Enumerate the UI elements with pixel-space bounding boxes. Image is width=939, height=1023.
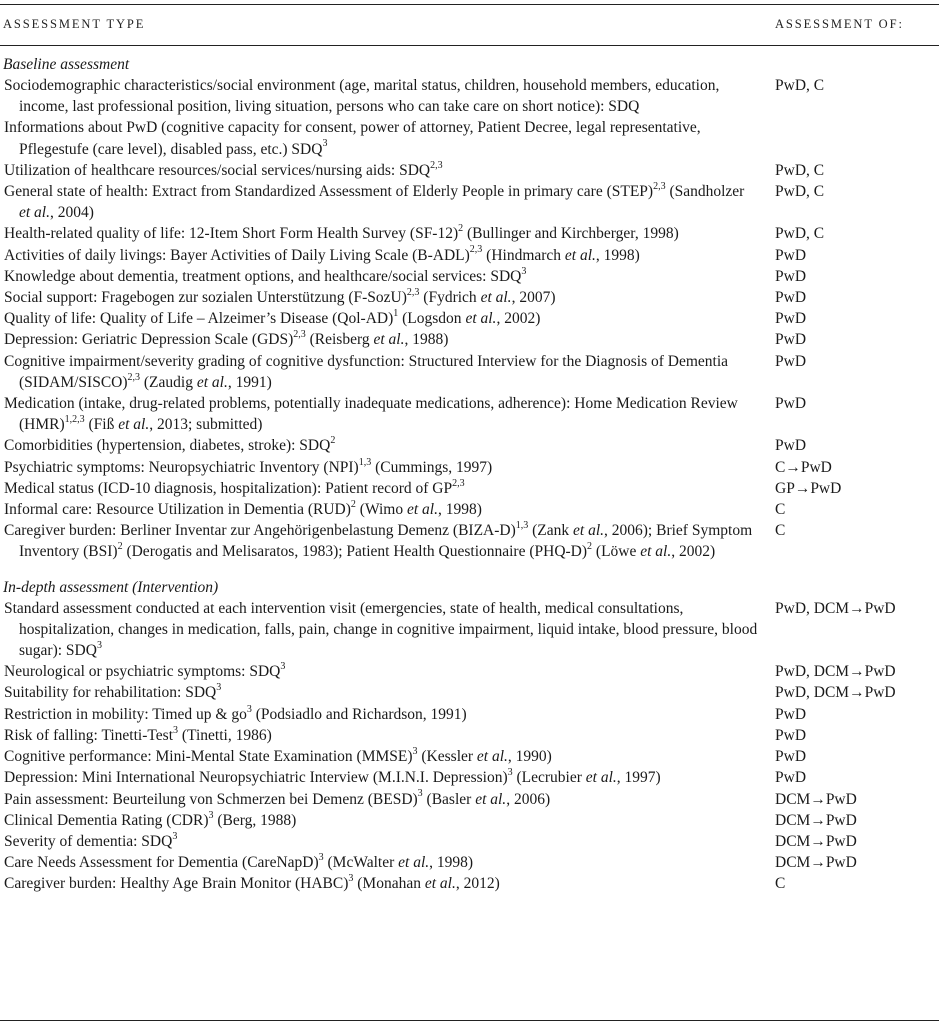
assessment-of-value: PwD, C — [775, 225, 825, 243]
table-row — [0, 704, 939, 725]
table-top-rule — [0, 4, 939, 5]
table-row — [0, 767, 939, 788]
table-row — [0, 181, 939, 223]
table-row — [0, 810, 939, 831]
assessment-of-value: GP→PwD — [775, 479, 842, 497]
assessment-of-value: C — [775, 875, 786, 893]
assessment-table — [0, 54, 939, 895]
assessment-of-value: DCM→PwD — [775, 832, 857, 850]
table-row — [0, 457, 939, 478]
column-header-assessment-type: ASSESSMENT TYPE — [3, 17, 146, 31]
table-row — [0, 393, 939, 435]
assessment-of-value: PwD — [775, 437, 807, 455]
assessment-of-value: PwD, C — [775, 161, 825, 179]
table-row — [0, 852, 939, 873]
table-row — [0, 351, 939, 393]
assessment-description: Medication (intake, drug-related problems, potentially inadequate medications, adherence): Home Medication Review (HMR)$^{1,2,3}$ (Fiß et al., 2013; submitted) — [4, 395, 738, 434]
assessment-description: Cognitive impairment/severity grading of cognitive dysfunction: Structured Interview for the Diagnosis of Dementia (SIDAM/SISCO)$^{2,3}$ (Zaudig et al., 1991) — [4, 352, 729, 391]
assessment-description: Cognitive performance: Mini-Mental State Examination (MMSE)$^3$ (Kessler et al., 1990) — [4, 745, 552, 766]
assessment-of-value: PwD — [775, 748, 807, 766]
table-row — [0, 725, 939, 746]
table-row — [0, 789, 939, 810]
section-heading: Baseline assessment — [3, 56, 130, 73]
assessment-description: Restriction in mobility: Timed up & $go^3$ (Podsiadlo and Richardson, 1991) — [4, 703, 467, 723]
assessment-of-value: PwD — [775, 246, 807, 264]
assessment-description: Standard assessment conducted at each intervention visit (emergencies, state of health, medical consultations, hospitalization, changes in medication, falls, pain, change in cognitive impairment, liquid intake, blood pressure, blood sugar): SDQ$^3$ — [4, 599, 758, 660]
assessment-description: Knowledge about dementia, treatment options, and healthcare/social services: SDQ$^3$ — [4, 265, 527, 285]
table-row — [0, 746, 939, 767]
assessment-description: Utilization of healthcare resources/social services/nursing aids: SDQ$^{2,3}$ — [4, 159, 443, 179]
assessment-of-value: PwD — [775, 705, 807, 723]
assessment-of-value: PwD, DCM→PwD — [775, 663, 896, 681]
assessment-of-value: PwD — [775, 395, 807, 413]
table-row — [0, 499, 939, 520]
assessment-of-value: PwD, DCM→PwD — [775, 684, 896, 702]
assessment-description: Clinical Dementia Rating (CDR)$^3$ (Berg, 1988) — [4, 809, 297, 829]
table-row — [0, 308, 939, 329]
table-row — [0, 598, 939, 662]
assessment-description: Comorbidities (hypertension, diabetes, stroke): SDQ$^2$ — [4, 435, 336, 455]
assessment-description: Caregiver burden: Healthy Age Brain Monitor (HABC)$^3$ (Monahan et al., 2012) — [4, 873, 500, 893]
assessment-of-value: PwD — [775, 289, 807, 307]
table-row — [0, 245, 939, 266]
assessment-of-value: PwD — [775, 769, 807, 787]
table-row — [0, 160, 939, 181]
assessment-of-value: PwD, C — [775, 77, 825, 94]
table-row — [0, 831, 939, 852]
table-row — [0, 478, 939, 499]
assessment-description: Health-related quality of life: 12-Item Short Form Health Survey $(SF-12)^2$ (Bullinger and Kirchberger, 1998) — [4, 223, 679, 243]
assessment-description: Depression: Mini International Neuropsychiatric Interview (M.I.N.I. Depression)$^3$ (Lecrubier et al., 1997) — [4, 767, 661, 787]
assessment-description: Sociodemographic characteristics/social environment (age, marital status, children, household members, education, income, last professional position, living situation, persons who can take care on short notice): SDQ — [4, 77, 720, 116]
assessment-description: Severity of dementia: SDQ$^3$ — [4, 830, 178, 850]
section-heading: In-depth assessment (Intervention) — [3, 578, 219, 596]
assessment-of-value: PwD — [775, 726, 807, 744]
table-row — [0, 287, 939, 308]
assessment-description: Suitability for rehabilitation: SDQ$^3$ — [4, 682, 222, 702]
assessment-description: Depression: Geriatric Depression Scale (GDS)$^{2,3}$ (Reisberg et al., 1988) — [4, 329, 449, 349]
table-row — [0, 435, 939, 456]
header-rule — [0, 45, 939, 46]
table-bottom-rule — [0, 1020, 939, 1021]
column-header-assessment-of: ASSESSMENT OF: — [775, 17, 904, 31]
table-row — [0, 75, 939, 117]
assessment-description: Activities of daily livings: Bayer Activities of Daily Living Scale $(B-ADL)^{2,3}$ (Hindmarch et al., 1998) — [4, 244, 640, 264]
assessment-of-value: DCM→PwD — [775, 854, 857, 872]
assessment-of-value: C — [775, 522, 786, 540]
assessment-of-value: PwD — [775, 331, 807, 349]
assessment-description: Medical status (ICD-10 diagnosis, hospitalization): Patient record of GP$^{2,3}$ — [4, 477, 465, 497]
table-row — [0, 661, 939, 682]
table-row — [0, 266, 939, 287]
assessment-of-value: PwD, C — [775, 183, 825, 201]
assessment-of-value: DCM→PwD — [775, 811, 857, 829]
assessment-description: Pain assessment: Beurteilung von Schmerzen bei Demenz (BESD)$^3$ (Basler et al., 2006) — [4, 788, 551, 808]
assessment-description: Informations about PwD (cognitive capacity for consent, power of attorney, Patient Decree, legal representative, Pflegestufe (care level), disabled pass, etc.) SDQ$^3$ — [4, 119, 701, 158]
assessment-of-value: C — [775, 501, 786, 519]
assessment-of-value: PwD — [775, 310, 807, 328]
assessment-description: Social support: Fragebogen zur sozialen Unterstützung (F-SozU)$^{2,3}$ (Fydrich et al., 2007) — [4, 286, 556, 307]
assessment-description: Caregiver burden: Berliner Inventar zur Angehörigenbelastung Demenz (BIZA-D)$^{1,3}$ (Zank et al., 2006); Brief Symptom Inventory (BSI)$^2$ (Derogatis and Melisaratos, 1983); Patient Health Questionnaire $(PHQ-D)^2$ (Löwe et al., 2002) — [4, 520, 753, 561]
table-row — [0, 873, 939, 894]
assessment-description: Quality of life: Quality of Life – Alzeimer’s Disease $(Qol-AD)^1$ (Logsdon et al., 2002) — [4, 308, 541, 328]
table-row — [0, 223, 939, 244]
assessment-description: Risk of falling: Tinetti-Test$^3$ (Tinetti, 1986) — [4, 724, 272, 744]
assessment-description: Neurological or psychiatric symptoms: SDQ$^3$ — [4, 661, 286, 681]
assessment-of-value: C→PwD — [775, 458, 832, 476]
assessment-description: Care Needs Assessment for Dementia (CareNapD)$^3$ (McWalter et al., 1998) — [4, 851, 474, 872]
table-row — [0, 682, 939, 703]
table-row — [0, 117, 939, 159]
assessment-of-value: PwD — [775, 267, 807, 285]
assessment-of-value: PwD — [775, 352, 807, 370]
assessment-description: General state of health: Extract from Standardized Assessment of Elderly People in primary care (STEP)$^{2,3}$ (Sandholzer et al., 2004) — [4, 180, 745, 222]
assessment-of-value: DCM→PwD — [775, 790, 857, 808]
table-row — [0, 520, 939, 562]
assessment-of-value: PwD, DCM→PwD — [775, 599, 896, 617]
assessment-description: Psychiatric symptoms: Neuropsychiatric Inventory (NPI)$^{1,3}$ (Cummings, 1997) — [4, 456, 493, 476]
assessment-description: Informal care: Resource Utilization in Dementia (RUD)$^2$ (Wimo et al., 1998) — [4, 498, 482, 519]
table-row — [0, 329, 939, 350]
section-spacer — [0, 563, 939, 577]
